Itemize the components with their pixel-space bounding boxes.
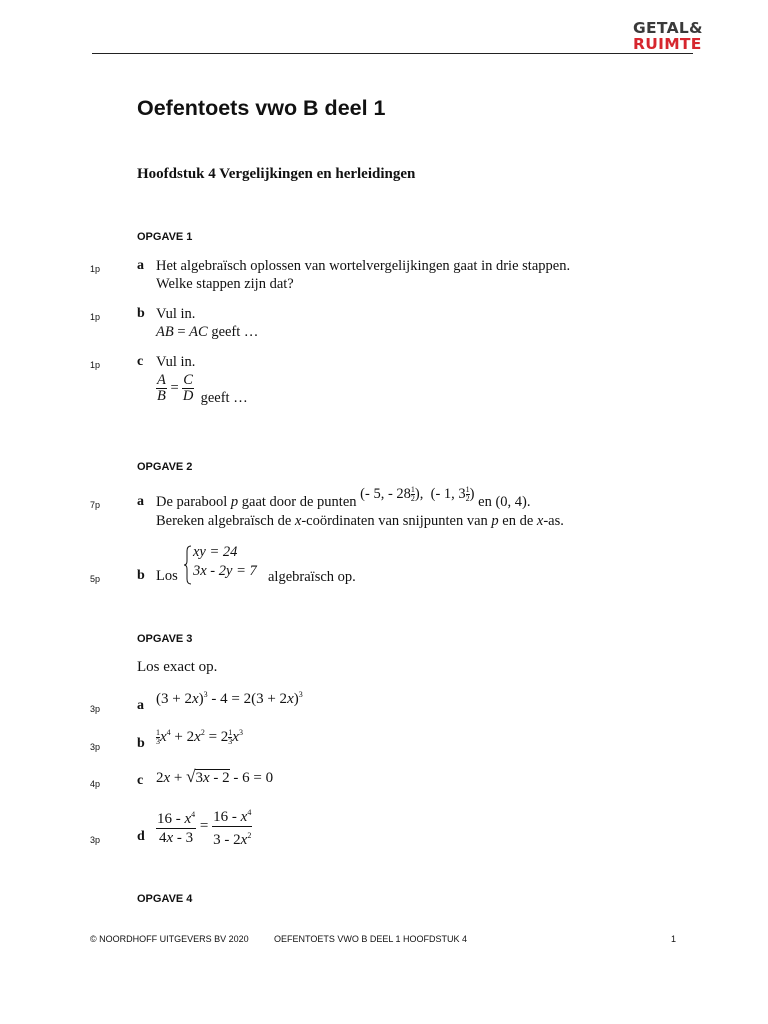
opgave-3a-letter: a <box>137 698 144 713</box>
opgave-3b-letter: b <box>137 736 145 751</box>
opgave-1c-line-1: Vul in. <box>156 354 196 370</box>
opgave-3c-points: 4p <box>90 779 101 789</box>
opgave-1a-letter: a <box>137 258 144 273</box>
opgave-2b-los: Los <box>156 568 178 584</box>
header-rule <box>92 53 693 54</box>
opgave-3b-points: 3p <box>90 742 101 752</box>
page-title: Oefentoets vwo B deel 1 <box>137 96 386 120</box>
opgave-3-heading: OPGAVE 3 <box>137 633 193 645</box>
opgave-1-heading: OPGAVE 1 <box>137 231 193 243</box>
equation-3b: $\frac{1}{3}x^4 + 2x^2 = 2$ $\frac{1}{3}x^3$ <box>156 728 243 747</box>
opgave-2a-line-2: Bereken algebraïsch de x-coördinaten van snijpunten van p en de x-as. <box>156 513 564 529</box>
opgave-2a-line-1: De parabool p gaat door de punten (- 5, - 28 $\frac{1}{2}$), (- 1, 3 $\frac{1}{2}$) en (0, 4). <box>156 485 531 510</box>
publisher-logo <box>633 20 703 52</box>
opgave-1c-tail: geeft … <box>200 389 248 406</box>
system-equation-1: xy = 24 <box>193 544 238 560</box>
opgave-2b-tail: algebraïsch op. <box>268 569 356 585</box>
opgave-1a-points: 1p <box>90 264 101 274</box>
footer-copyright: © NOORDHOFF UITGEVERS BV 2020 <box>90 934 249 944</box>
opgave-1b-line-1: Vul in. <box>156 306 196 322</box>
opgave-1c-letter: c <box>137 354 144 369</box>
opgave-3d-points: 3p <box>90 835 101 845</box>
opgave-1b-line-2 <box>156 324 258 341</box>
fraction-c-over-d: $\frac{C}{D}$ <box>182 372 194 404</box>
opgave-3d-letter: d <box>137 829 145 844</box>
opgave-1b-tail: geeft … <box>207 324 259 340</box>
segment-ac: AC <box>189 324 208 340</box>
ratio-equals: = <box>170 380 179 396</box>
point-2: (- 1, 3 $\frac{1}{2}$) <box>430 485 475 504</box>
opgave-1b-letter: b <box>137 306 145 321</box>
opgave-2a-letter: a <box>137 494 144 509</box>
footer-document-title: OEFENTOETS VWO B DEEL 1 HOOFDSTUK 4 <box>274 934 468 944</box>
equation-3c: 2x + √3x - 2 - 6 = 0 <box>156 767 274 786</box>
opgave-3a-points: 3p <box>90 704 101 714</box>
segment-ab: AB <box>156 324 174 340</box>
equation-3a: $(3 + 2x)^3 - 4 = 2(3 + 2x)^3$ <box>156 690 303 707</box>
opgave-1a-line-2: Welke stappen zijn dat? <box>156 276 294 292</box>
system-brace <box>183 545 193 585</box>
fraction-a-over-b: $\frac{A}{B}$ <box>157 372 166 404</box>
system-equation-2: 3x - 2y = 7 <box>193 563 257 579</box>
point-1: (- 5, - 28 $\frac{1}{2}$), <box>360 485 424 504</box>
logo-line-1: GETAL& <box>633 19 703 37</box>
equals-sign: = <box>173 324 190 340</box>
equation-3d: $\frac{16 - x^4}{4x - 3}$ = $\frac{16 - x^4}{3 - 2x^2}$ <box>156 804 252 849</box>
opgave-2-heading: OPGAVE 2 <box>137 461 193 473</box>
opgave-1a-line-1: Het algebraïsch oplossen van wortelvergelijkingen gaat in drie stappen. <box>156 258 571 274</box>
logo-line-2: RUIMTE <box>633 35 702 53</box>
opgave-1c-points: 1p <box>90 360 101 370</box>
opgave-2a-points: 7p <box>90 500 101 510</box>
opgave-1b-points: 1p <box>90 312 101 322</box>
opgave-3c-letter: c <box>137 773 144 788</box>
chapter-heading: Hoofdstuk 4 Vergelijkingen en herleidingen <box>137 166 416 182</box>
page-number: 1 <box>671 934 677 944</box>
opgave-1c-ratio <box>156 373 248 407</box>
opgave-4-heading: OPGAVE 4 <box>137 893 193 905</box>
opgave-3-intro: Los exact op. <box>137 659 218 675</box>
opgave-2b-letter: b <box>137 568 145 583</box>
opgave-2b-points: 5p <box>90 574 101 584</box>
